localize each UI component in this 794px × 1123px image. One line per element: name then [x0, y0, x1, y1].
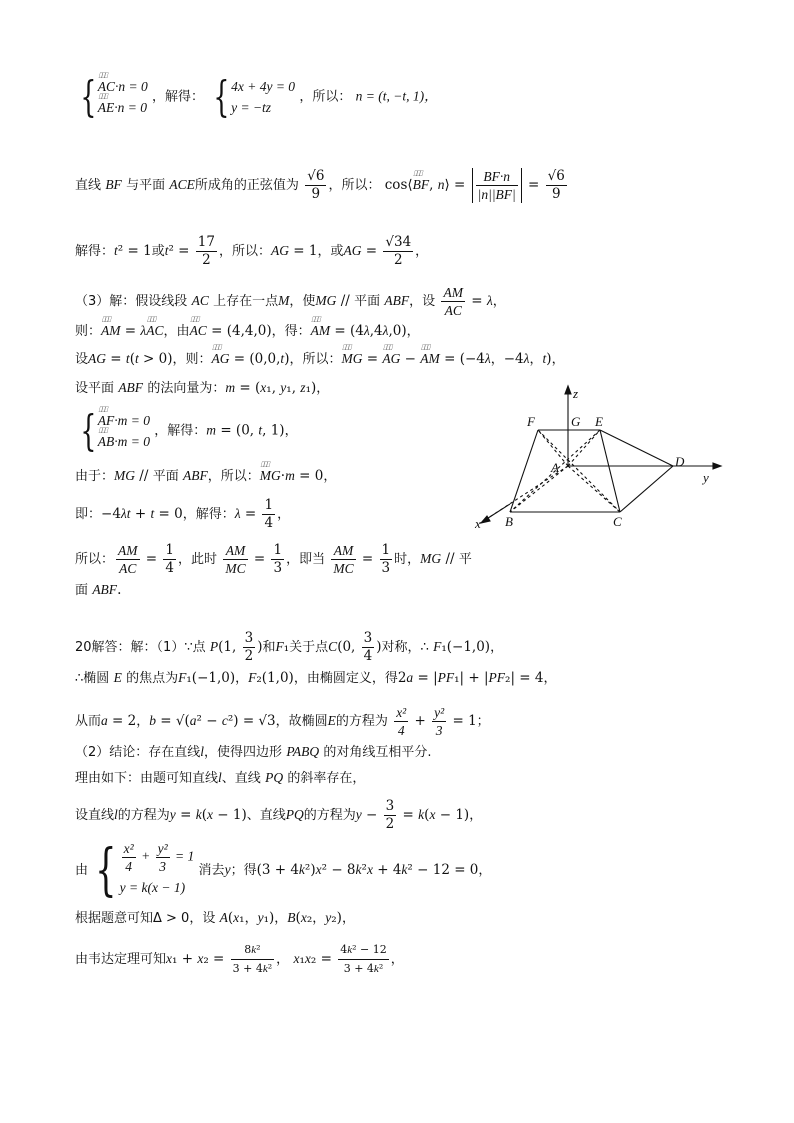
line-6: 设AG = t(t > 0)，则：⌷⌷⌷ AG = (0,0,t)，所以：⌷⌷⌷ MG = ⌷⌷⌷ AG − ⌷⌷⌷ AM = (−4λ，−4λ，t)，	[75, 349, 565, 370]
geometry-figure	[465, 380, 735, 540]
label-D: D	[675, 454, 685, 469]
line-8: {⌷⌷⌷ AF·m = 0 ⌷⌷⌷ AB·m = 0 ，解得：m = (0, t, 1)，	[75, 410, 298, 452]
label-C: C	[613, 514, 622, 529]
line-15: 从而a = 2，b = √(a² − c²) = √3，故椭圆E的方程为 $\frac{\text{x²}}{4}$ + $\frac{\text{y²}}{3}$ = 1；	[75, 705, 490, 738]
label-y: y	[703, 470, 709, 485]
line-20: 根据题意可知Δ > 0，设 A(x₁，y₁)，B(x₂，y₂)，	[75, 910, 355, 926]
line-3: 解得：t² = 1或t² = $\frac{17}{2}$ ，所以：AG = 1，或AG = $\frac{√34}{2}$ ，	[75, 234, 429, 268]
line-2: 直线 BF 与平面 ACE所成角的正弦值为 $\frac{√6}{9}$ ，所以： cos⟨⌷⌷⌷ BF, n⟩ = $\frac{BF\cdot n}{|n||BF|}$ = $\frac{√6}{9}$	[75, 168, 569, 203]
line-5: 则：⌷⌷⌷ AM = λ⌷⌷⌷ AC，由⌷⌷⌷ AC = (4,4,0)，得：⌷⌷⌷ AM = (4λ,4λ,0)，	[75, 321, 420, 342]
label-B: B	[505, 514, 513, 529]
line-11: 所以： $\frac{AM}{AC}$ = $\frac{1}{4}$ ，此时 $\frac{AM}{MC}$ = $\frac{1}{3}$ ，即当 $\frac{AM}{MC}$ = $\frac{1}{3}$ 时，MG // 平	[75, 542, 472, 576]
label-x: x	[475, 516, 481, 531]
line-12: 面 ABF.	[75, 582, 122, 598]
line-17: 理由如下：由题可知直线l、直线 PQ 的斜率存在，	[75, 770, 366, 786]
label-A: A	[551, 460, 559, 475]
line-21: 由韦达定理可知x₁ + x₂ = $\frac{\text{8k²}}{\text{3 + 4k²}}$ ， x₁x₂ = $\frac{\text{4k² − 12}}{\text{3 + 4k²}}$ ，	[75, 943, 404, 975]
line-4: （3）解：假设线段 AC 上存在一点M，使MG // 平面 ABF，设 $\frac{AM}{AC}$ = λ，	[75, 285, 506, 318]
line-16: （2）结论：存在直线l，使得四边形 PABQ 的对角线互相平分.	[75, 744, 432, 760]
line-7: 设平面 ABF 的法向量为：m = (x₁, y₁, z₁)，	[75, 380, 330, 396]
line-13: 20解答：解：（1）∵点 P(1, $\frac{3}{2}$ )和F₁关于点C(0, $\frac{3}{4}$ )对称，∴ F₁(−1,0)，	[75, 630, 504, 664]
line-1: {⌷⌷⌷ AC·n = 0 ⌷⌷⌷ AE·n = 0 ，解得： {4x + 4y = 0 y = −tz ，所以： n = (t, −t, 1)，	[75, 76, 438, 118]
line-14: ∴椭圆 E 的焦点为F₁(−1,0)，F₂(1,0)，由椭圆定义，得2a = |PF₁| + |PF₂| = 4，	[75, 670, 557, 686]
label-G: G	[571, 414, 581, 429]
label-E: E	[595, 414, 603, 429]
label-z: z	[573, 386, 579, 401]
line-19: 由 { $\frac{\text{x²}}{4}$ + $\frac{\text{y²}}{3}$ = 1 y = k(x − 1) 消去y；得(3 + 4k²)x² − 8k²x + 4k² − 12 = 0，	[75, 837, 492, 903]
line-9: 由于：MG // 平面 ABF，所以：⌷⌷⌷ MG·m = 0，	[75, 466, 336, 487]
line-10: 即：−4λt + t = 0，解得：λ = $\frac{1}{4}$ ，	[75, 497, 291, 531]
line-18: 设直线l的方程为y = k(x − 1)、直线PQ的方程为y − $\frac{3}{2}$ = k(x − 1)，	[75, 798, 483, 832]
label-F: F	[527, 414, 535, 429]
